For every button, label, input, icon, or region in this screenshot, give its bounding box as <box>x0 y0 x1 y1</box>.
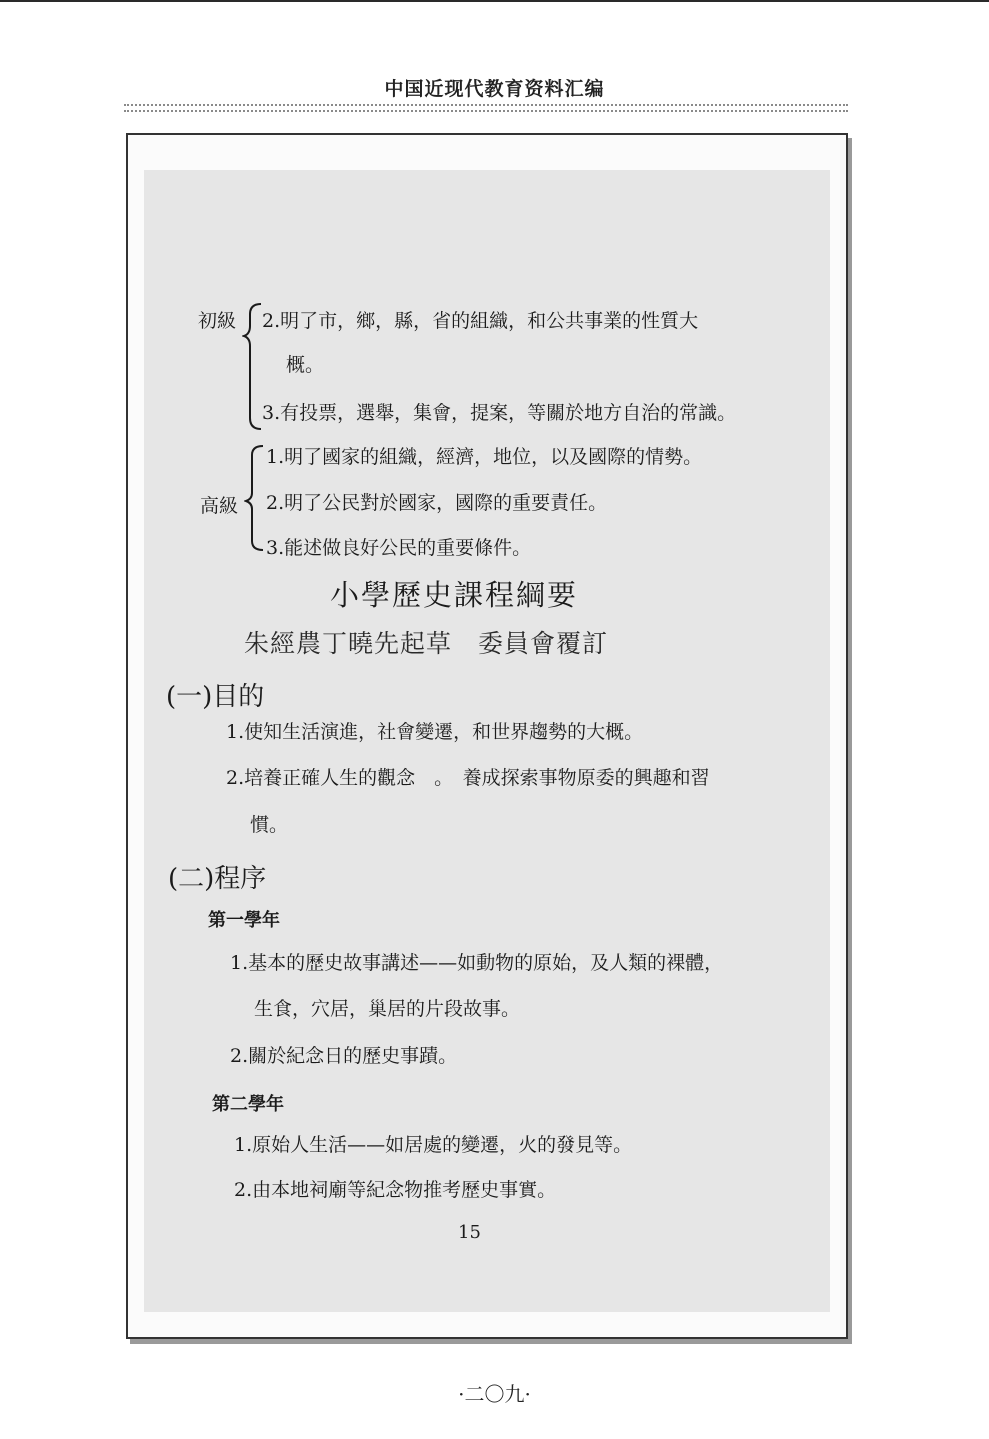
section-purpose-heading: (一)目的 <box>166 682 265 712</box>
advanced-item-3: 3.能述做良好公民的重要條件。 <box>266 537 532 559</box>
year1-item-2: 2.關於紀念日的歷史事蹟。 <box>230 1045 458 1067</box>
section-procedure-heading: (二)程序 <box>168 864 267 894</box>
purpose-item-2-cont: 慣。 <box>250 814 289 836</box>
advanced-label: 高級 <box>200 495 239 517</box>
elementary-label: 初級 <box>198 310 237 332</box>
advanced-item-1: 1.明了國家的組織，經濟，地位，以及國際的情勢。 <box>266 446 703 468</box>
elementary-item-2-cont: 概。 <box>286 354 325 376</box>
purpose-item-2: 2.培養正確人生的觀念 。 養成探索事物原委的興趣和習 <box>226 767 710 789</box>
advanced-item-2: 2.明了公民對於國家，國際的重要責任。 <box>266 492 608 514</box>
advanced-brace-icon <box>244 443 266 553</box>
top-rule <box>0 0 989 2</box>
running-header-title: 中国近现代教育资料汇编 <box>384 78 605 100</box>
year2-label: 第二學年 <box>212 1094 284 1115</box>
year2-item-1: 1.原始人生活——如居處的變遷，火的發見等。 <box>234 1134 633 1156</box>
elementary-item-2: 2.明了市，鄉，縣，省的組織，和公共事業的性質大 <box>262 310 699 332</box>
page-folio: ·二〇九· <box>458 1382 531 1406</box>
year1-item-1-cont: 生食，穴居，巢居的片段故事。 <box>254 998 521 1020</box>
header-dotted-rule <box>124 104 848 112</box>
document-title: 小學歷史課程綱要 <box>330 578 579 612</box>
elementary-item-3: 3.有投票，選舉，集會，提案，等關於地方自治的常識。 <box>262 402 737 424</box>
scan-page-number: 15 <box>458 1222 481 1243</box>
year1-label: 第一學年 <box>208 910 280 931</box>
elementary-brace-icon <box>242 302 264 432</box>
purpose-item-1: 1.使知生活演進，社會變遷，和世界趨勢的大概。 <box>226 721 644 743</box>
year2-item-2: 2.由本地祠廟等紀念物推考歷史事實。 <box>234 1179 557 1201</box>
year1-item-1: 1.基本的歷史故事講述——如動物的原始，及人類的裸體， <box>230 952 724 974</box>
document-authors: 朱經農丁曉先起草 委員會覆訂 <box>244 629 609 658</box>
